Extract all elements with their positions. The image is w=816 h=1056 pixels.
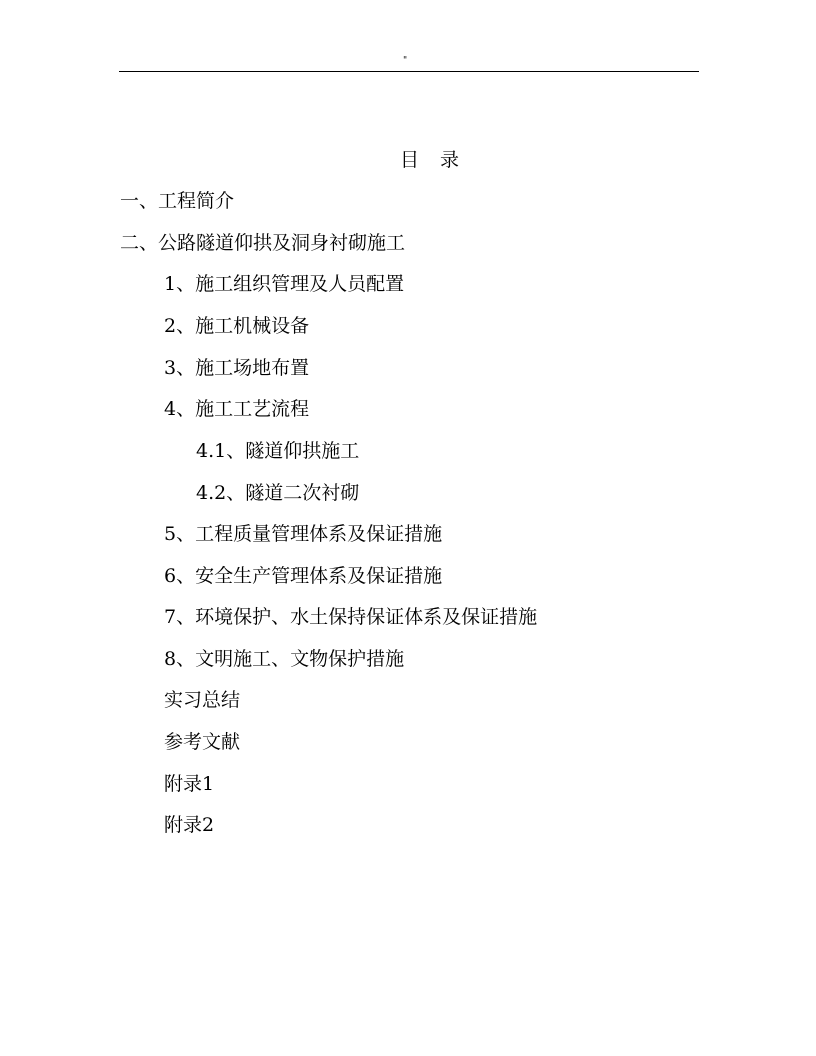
toc-title-right: 录 [440,149,460,171]
toc-title [400,146,459,174]
header-mark: " [403,56,408,66]
toc-item-appendix-1[interactable]: 附录1 [164,773,215,795]
toc-item-tunnel-construction[interactable]: 二、公路隧道仰拱及洞身衬砌施工 [120,232,406,254]
toc-title-left: 目 [400,149,420,171]
header-rule [119,71,699,72]
toc-item-civilized-construction[interactable]: 8、文明施工、文物保护措施 [164,648,405,670]
toc-item-process-flow[interactable]: 4、施工工艺流程 [164,398,310,420]
toc-item-references[interactable]: 参考文献 [164,731,241,753]
toc-item-environment-protection[interactable]: 7、环境保护、水土保持保证体系及保证措施 [164,606,538,628]
toc-item-project-intro[interactable]: 一、工程简介 [120,190,235,212]
toc-item-appendix-2[interactable]: 附录2 [164,814,215,836]
toc-item-site-layout[interactable]: 3、施工场地布置 [164,357,310,379]
toc-item-invert-construction[interactable]: 4.1、隧道仰拱施工 [196,440,360,462]
toc-item-internship-summary[interactable]: 实习总结 [164,689,241,711]
toc-item-safety-management[interactable]: 6、安全生产管理体系及保证措施 [164,565,443,587]
toc-item-machinery[interactable]: 2、施工机械设备 [164,315,310,337]
toc-item-secondary-lining[interactable]: 4.2、隧道二次衬砌 [196,482,360,504]
toc-item-quality-management[interactable]: 5、工程质量管理体系及保证措施 [164,523,443,545]
toc-item-organization[interactable]: 1、施工组织管理及人员配置 [164,273,405,295]
